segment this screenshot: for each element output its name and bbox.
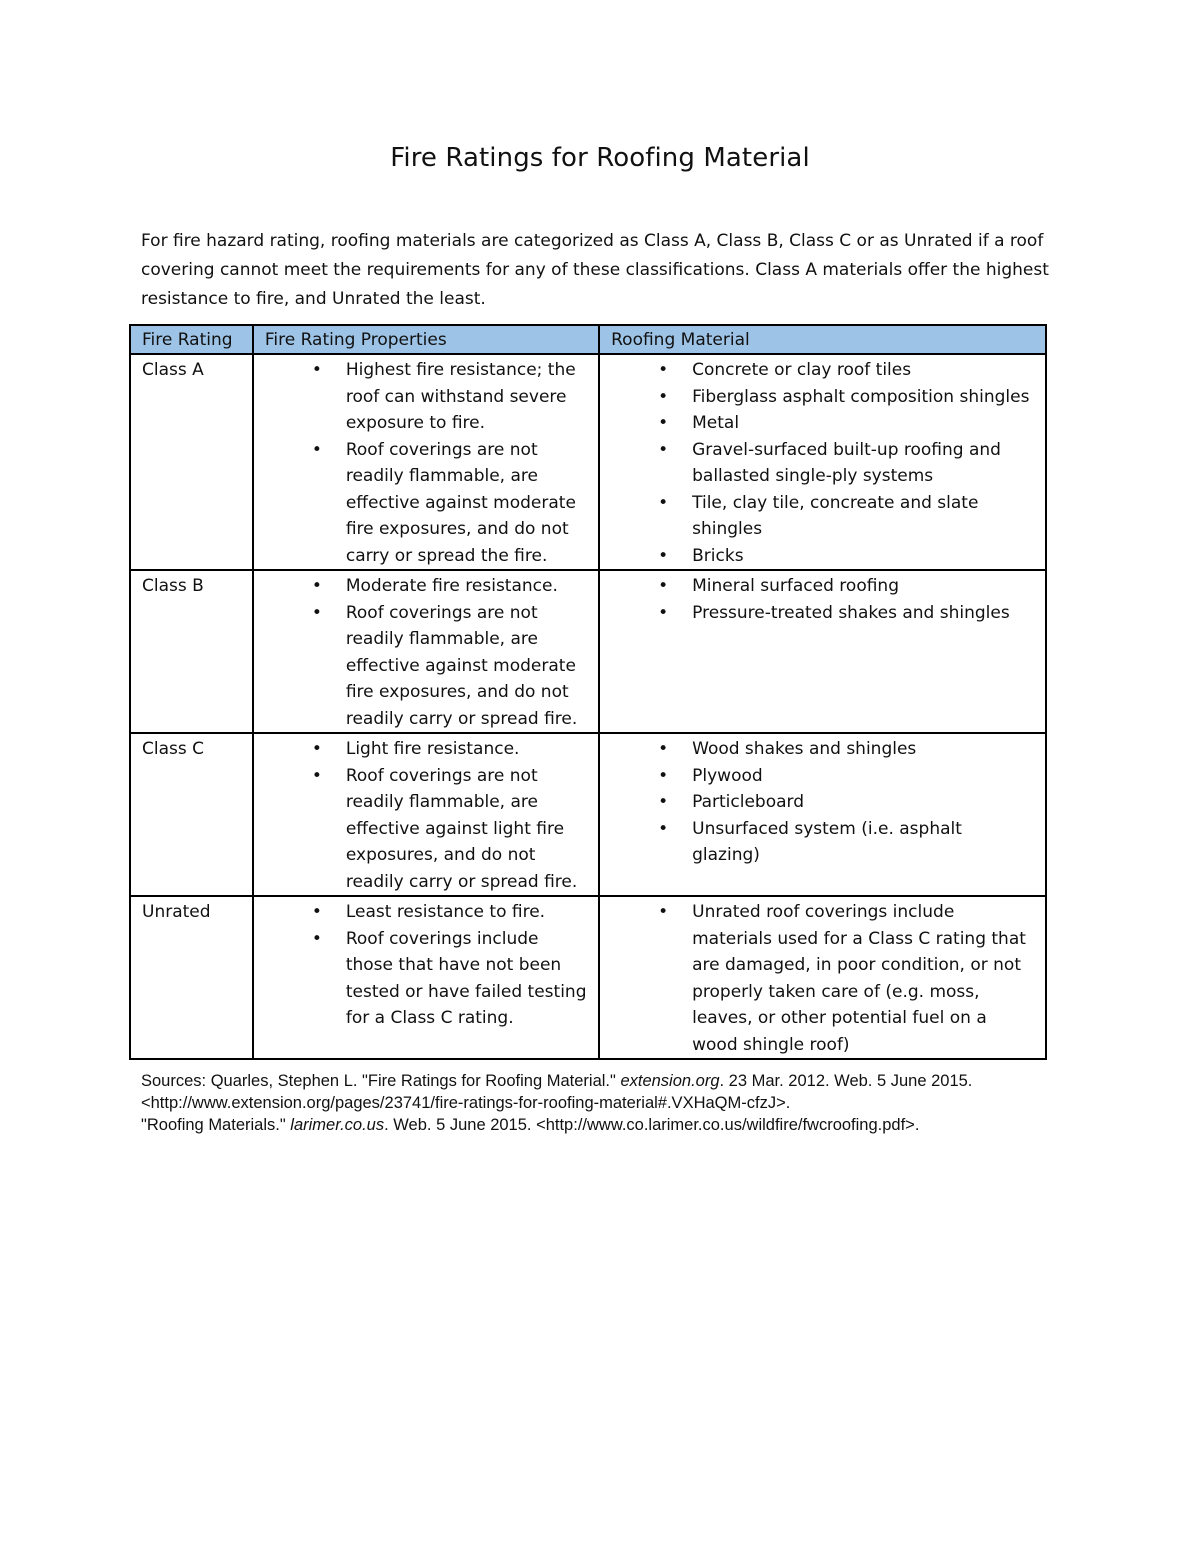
list-item: • Moderate fire resistance. — [265, 573, 588, 600]
list-item: • Particleboard — [611, 789, 1035, 816]
bullet-icon: • — [311, 360, 322, 380]
bullet-icon: • — [658, 765, 669, 786]
list-item: • Light fire resistance. — [265, 736, 588, 763]
source-site-larimer: larimer.co.us — [290, 1116, 385, 1134]
properties-cell — [253, 896, 599, 1059]
bullet-icon: • — [658, 360, 669, 380]
materials-cell — [599, 733, 1046, 896]
rating-class-b: Class B — [130, 570, 253, 733]
bullet-icon: • — [658, 792, 669, 812]
bullet-icon: • — [658, 818, 669, 839]
list-item: • Gravel-surfaced built-up roofing and ballasted single-ply systems — [611, 437, 1035, 490]
bullet-icon: • — [658, 413, 669, 433]
list-item: • Metal — [611, 410, 1035, 437]
bullet-icon: • — [658, 439, 669, 460]
list-item: • Roof coverings are not readily flammable, are effective against moderate fire exposures, and do not carry or spread the fire. — [265, 437, 588, 570]
bullet-icon: • — [311, 602, 322, 623]
bullet-icon: • — [311, 576, 322, 596]
header-fire-rating: Fire Rating — [130, 325, 253, 354]
source-site-extension: extension.org — [620, 1072, 720, 1090]
list-item: • Fiberglass asphalt composition shingles — [611, 384, 1035, 411]
list-item: • Unrated roof coverings include materials used for a Class C rating that are damaged, in poor condition, or not properly taken care of (e.g. moss, leaves, or other potential fuel on a wood shingle roof) — [611, 899, 1035, 1058]
rating-unrated: Unrated — [130, 896, 253, 1059]
list-item: • Wood shakes and shingles — [611, 736, 1035, 763]
list-item: • Least resistance to fire. — [265, 899, 588, 926]
rating-class-c: Class C — [130, 733, 253, 896]
materials-cell — [599, 896, 1046, 1059]
bullet-icon: • — [311, 765, 322, 786]
table-header-row — [130, 325, 1046, 354]
header-roofing-material: Roofing Material — [599, 325, 1046, 354]
list-item: • Roof coverings are not readily flammable, are effective against moderate fire exposures, and do not readily carry or spread fire. — [265, 600, 588, 733]
bullet-icon: • — [658, 492, 669, 513]
bullet-icon: • — [658, 739, 669, 759]
table-row — [130, 354, 1046, 570]
source-line-1: Sources: Quarles, Stephen L. "Fire Ratings for Roofing Material." extension.org. 23 Mar. 2012. Web. 5 June 2015. — [141, 1072, 973, 1090]
table-row — [130, 570, 1046, 733]
list-item: • Plywood — [611, 763, 1035, 790]
list-item: • Roof coverings are not readily flammable, are effective against light fire exposures, and do not readily carry or spread fire. — [265, 763, 588, 896]
bullet-icon: • — [311, 928, 322, 949]
sources-block — [141, 1070, 1061, 1136]
rating-class-a: Class A — [130, 354, 253, 570]
list-item: • Concrete or clay roof tiles — [611, 357, 1035, 384]
document-title: Fire Ratings for Roofing Material — [390, 143, 810, 173]
list-item: • Bricks — [611, 543, 1035, 570]
bullet-icon: • — [658, 902, 669, 922]
bullet-icon: • — [311, 439, 322, 460]
bullet-icon: • — [658, 576, 669, 596]
properties-cell — [253, 354, 599, 570]
properties-cell — [253, 570, 599, 733]
materials-cell — [599, 354, 1046, 570]
properties-cell — [253, 733, 599, 896]
header-fire-rating-properties: Fire Rating Properties — [253, 325, 599, 354]
bullet-icon: • — [311, 902, 322, 922]
bullet-icon: • — [658, 602, 669, 623]
table-row — [130, 733, 1046, 896]
fire-ratings-table — [129, 324, 1047, 1060]
source-line-2: <http://www.extension.org/pages/23741/fire-ratings-for-roofing-material#.VXHaQM-cfzJ>. — [141, 1094, 791, 1112]
list-item: • Tile, clay tile, concreate and slate shingles — [611, 490, 1035, 543]
table-row — [130, 896, 1046, 1059]
list-item: • Highest fire resistance; the roof can withstand severe exposure to fire. — [265, 357, 588, 437]
bullet-icon: • — [658, 386, 669, 407]
list-item: • Roof coverings include those that have not been tested or have failed testing for a Class C rating. — [265, 926, 588, 1032]
bullet-icon: • — [658, 545, 669, 566]
intro-paragraph: For fire hazard rating, roofing materials are categorized as Class A, Class B, Class C or as Unrated if a roof covering cannot meet the requirements for any of these classifications. Class A materials offer the highest resistance to fire, and Unrated the least. — [141, 231, 1049, 309]
list-item: • Unsurfaced system (i.e. asphalt glazing) — [611, 816, 1035, 869]
list-item: • Pressure-treated shakes and shingles — [611, 600, 1035, 627]
list-item: • Mineral surfaced roofing — [611, 573, 1035, 600]
materials-cell — [599, 570, 1046, 733]
bullet-icon: • — [311, 739, 322, 759]
source-line-3: "Roofing Materials." larimer.co.us. Web. 5 June 2015. <http://www.co.larimer.co.us/wildfire/fwcroofing.pdf>. — [141, 1116, 920, 1134]
